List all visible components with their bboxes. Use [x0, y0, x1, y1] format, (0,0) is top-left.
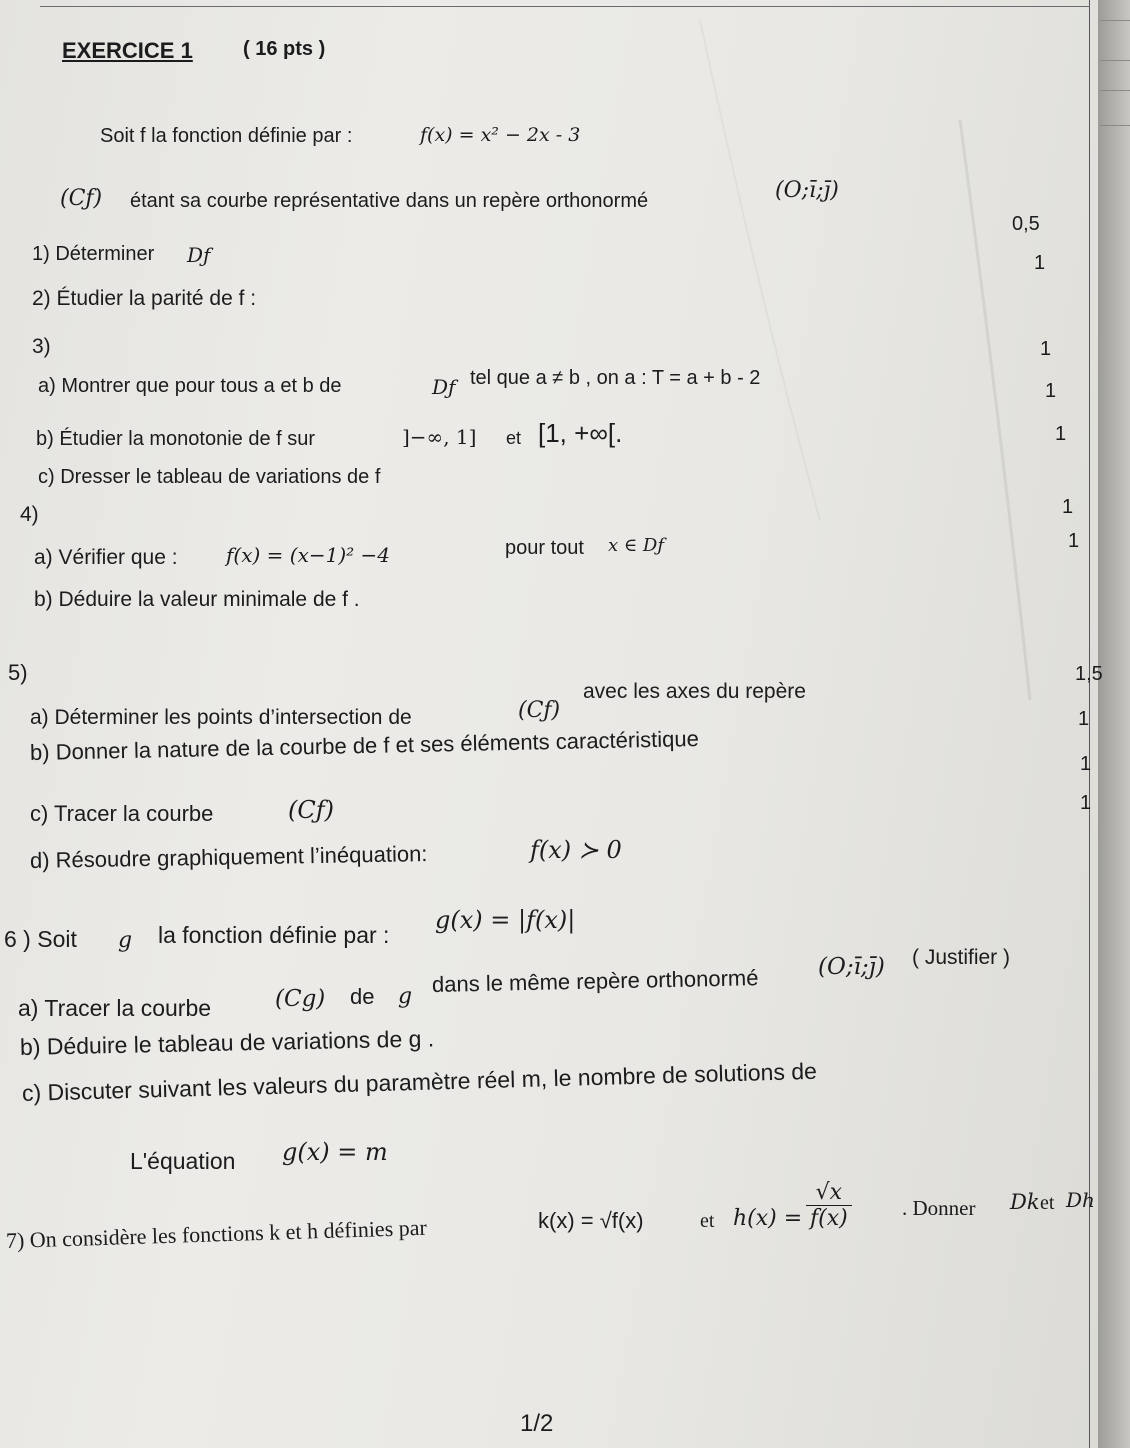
- q3c-text: c) Dresser le tableau de variations de f: [38, 466, 381, 488]
- q3b-interval1: ]−∞, 1]: [402, 425, 477, 449]
- points-value: 1: [1045, 380, 1057, 402]
- points-value: 1: [1034, 252, 1046, 274]
- q6c-eq: g(x) = m: [282, 1138, 388, 1166]
- points-value: 1: [1068, 530, 1080, 552]
- q6c-eq-label: L'équation: [130, 1148, 236, 1174]
- edge-line: [1100, 20, 1130, 21]
- q5c-cf: (Cƒ): [288, 796, 334, 824]
- q3a-domain: Dƒ: [432, 375, 456, 399]
- points-value: 1: [1080, 753, 1092, 775]
- q6a-cg: (Cg): [275, 986, 326, 1012]
- points-value: 1: [1055, 423, 1067, 445]
- q7-h-denominator: f(x): [810, 1206, 848, 1231]
- q5c-text: c) Tracer la courbe: [30, 801, 214, 826]
- page-edge: [1098, 0, 1130, 1448]
- q1-domain: Dƒ: [187, 243, 211, 267]
- exercise-title: EXERCICE 1: [62, 38, 193, 63]
- repere-symbol: (O;ī;j̄): [775, 178, 839, 203]
- q6-label: 6 ) Soit: [4, 926, 77, 952]
- intro-line2: étant sa courbe représentative dans un repère orthonormé: [130, 190, 649, 212]
- q7-h-numerator: √x: [806, 1180, 852, 1206]
- q4b-text: b) Déduire la valeur minimale de f .: [34, 588, 360, 611]
- q6b-text: b) Déduire le tableau de variations de g .: [19, 1025, 435, 1060]
- q5a-tail: avec les axes du repère: [583, 680, 806, 703]
- q3b-text: b) Étudier la monotonie de f sur: [36, 428, 316, 450]
- q4a-domain: x ∈ Dƒ: [608, 535, 665, 556]
- edge-line: [1100, 90, 1130, 91]
- q7-text: 7) On considère les fonctions k et h définies par: [5, 1214, 428, 1253]
- q5d-text: d) Résoudre graphiquement l’inéquation:: [29, 841, 428, 873]
- q2-label: 2) Étudier la parité de f :: [32, 287, 257, 310]
- q3a-text: a) Montrer que pour tous a et b de: [38, 375, 342, 397]
- q5d-math: f(x) ≻ 0: [530, 836, 622, 864]
- q6a-repere: (O;ī;j̄): [818, 954, 885, 980]
- q3b-interval2: [1, +∞[.: [538, 418, 623, 448]
- q6a-de: de: [350, 984, 375, 1009]
- q6a-g: g: [398, 984, 413, 1009]
- points-value: 1: [1040, 338, 1052, 360]
- exercise-points: ( 16 pts ): [243, 38, 326, 60]
- intro-line1: Soit f la fonction définie par :: [100, 125, 353, 147]
- q1-label: 1) Déterminer: [32, 243, 155, 265]
- edge-line: [1100, 125, 1130, 126]
- q7-h-fraction: [806, 1180, 852, 1231]
- q3b-et: et: [506, 428, 522, 448]
- q6-text: la fonction définie par :: [158, 922, 390, 948]
- q7-dk: Dk: [1010, 1190, 1040, 1214]
- q6a-text: a) Tracer la courbe: [18, 995, 212, 1021]
- q3-label: 3): [32, 335, 51, 358]
- points-value: 1: [1080, 792, 1092, 814]
- edge-line: [1100, 60, 1130, 61]
- q7-tail: . Donner: [902, 1196, 976, 1220]
- q7-h-lhs: h(x) =: [733, 1206, 803, 1231]
- q5-label: 5): [8, 660, 28, 685]
- points-value: 1: [1062, 496, 1074, 518]
- q4a-text: a) Vérifier que :: [34, 546, 178, 569]
- points-value: 0,5: [1012, 213, 1040, 235]
- q6-math: g(x) = |f(x)|: [435, 906, 576, 934]
- q5b-text: b) Donner la nature de la courbe de f et ses éléments caractéristique: [29, 725, 700, 765]
- page-number: 1/2: [520, 1410, 554, 1437]
- f-definition: f(x) = x² − 2x - 3: [420, 124, 581, 146]
- q3a-tail: tel que a ≠ b , on a : T = a + b - 2: [470, 367, 761, 389]
- q7-k-def: k(x) = √f(x): [538, 1208, 644, 1233]
- points-value: 1,5: [1075, 663, 1103, 685]
- q6c-text: c) Discuter suivant les valeurs du paramètre réel m, le nombre de solutions de: [21, 1057, 818, 1106]
- q6a-tail: dans le même repère orthonormé: [431, 965, 759, 997]
- points-value: 1: [1078, 708, 1090, 730]
- q7-et: et: [700, 1210, 715, 1232]
- q7-et2: et: [1040, 1192, 1055, 1214]
- q5a-cf: (Cƒ): [518, 698, 561, 723]
- q4a-math: f(x) = (x−1)² −4: [226, 543, 390, 567]
- q4a-tail: pour tout: [505, 537, 584, 559]
- q7-dh: Dh: [1066, 1188, 1095, 1212]
- q4-label: 4): [20, 503, 39, 526]
- q6-g: g: [118, 928, 133, 953]
- q5a-text: a) Déterminer les points d’intersection de: [30, 706, 412, 729]
- cf-symbol: (Cƒ): [60, 186, 103, 211]
- q6a-justifier: ( Justifier ): [912, 946, 1011, 969]
